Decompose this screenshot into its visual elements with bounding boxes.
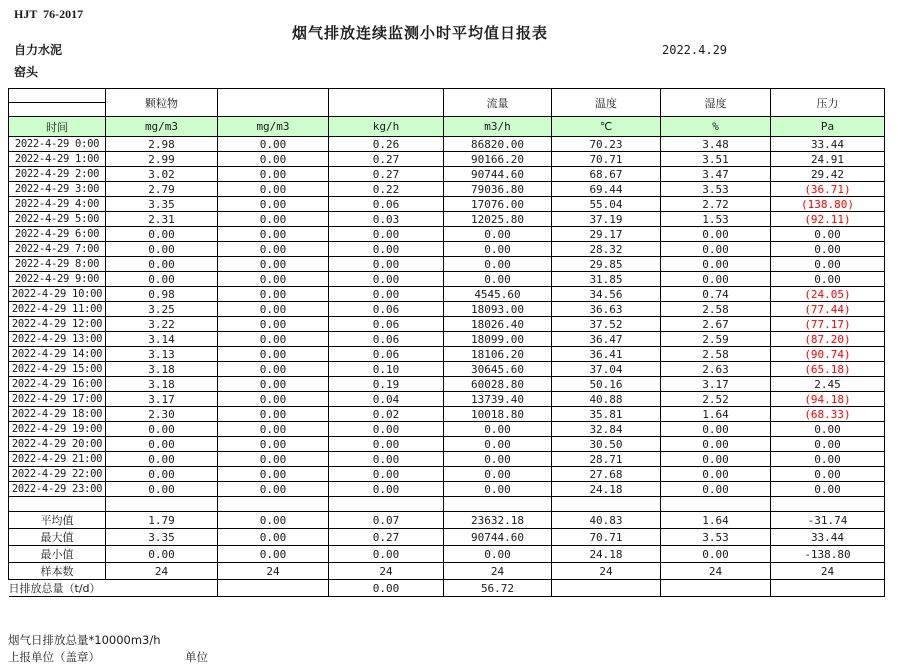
value-cell: 3.17 (661, 377, 771, 392)
value-cell: 3.13 (106, 347, 218, 362)
unit-m3h: m3/h (444, 117, 552, 137)
value-cell: 17076.00 (444, 197, 552, 212)
value-cell: 37.52 (552, 317, 661, 332)
value-cell: 2.59 (661, 332, 771, 347)
table-row (9, 137, 885, 152)
table-row (9, 167, 885, 182)
header-blank-col3 (218, 89, 329, 117)
value-cell: 0.00 (329, 242, 444, 257)
value-cell: 36.41 (552, 347, 661, 362)
value-cell: (90.74) (771, 347, 885, 362)
summary-label: 最大值 (9, 529, 106, 546)
header-blank-col4 (329, 89, 444, 117)
value-cell: 0.00 (218, 452, 329, 467)
value-cell: 0.00 (329, 437, 444, 452)
time-cell: 2022-4-29 7:00 (9, 242, 106, 257)
value-cell: 50.16 (552, 377, 661, 392)
summary-value: 90744.60 (444, 529, 552, 546)
summary-value: 0.00 (661, 546, 771, 563)
value-cell: 2.58 (661, 347, 771, 362)
value-cell: 36.63 (552, 302, 661, 317)
value-cell: 32.84 (552, 422, 661, 437)
value-cell: 4545.60 (444, 287, 552, 302)
table-row (9, 317, 885, 332)
empty-cell (552, 497, 661, 512)
value-cell: 70.71 (552, 152, 661, 167)
daily-total-value (218, 580, 329, 597)
value-cell: (24.05) (771, 287, 885, 302)
value-cell: 0.10 (329, 362, 444, 377)
summary-value: 24 (552, 563, 661, 580)
summary-row (9, 529, 885, 546)
summary-value: -31.74 (771, 512, 885, 529)
value-cell: (138.80) (771, 197, 885, 212)
value-cell: 3.18 (106, 362, 218, 377)
value-cell: 0.26 (329, 137, 444, 152)
value-cell: 0.00 (329, 422, 444, 437)
value-cell: (36.71) (771, 182, 885, 197)
value-cell: 3.18 (106, 377, 218, 392)
value-cell: 0.00 (218, 332, 329, 347)
value-cell: 0.00 (661, 242, 771, 257)
table-row (9, 452, 885, 467)
value-cell: 0.00 (106, 452, 218, 467)
value-cell: 30.50 (552, 437, 661, 452)
summary-label: 平均值 (9, 512, 106, 529)
time-cell: 2022-4-29 18:00 (9, 407, 106, 422)
table-row (9, 347, 885, 362)
value-cell: 0.06 (329, 197, 444, 212)
value-cell: 24.18 (552, 482, 661, 497)
value-cell: 2.31 (106, 212, 218, 227)
value-cell: 0.00 (218, 482, 329, 497)
value-cell: 0.00 (771, 242, 885, 257)
value-cell: 0.00 (444, 227, 552, 242)
empty-cell (106, 497, 218, 512)
time-cell: 2022-4-29 21:00 (9, 452, 106, 467)
unit-mgm3: mg/m3 (218, 117, 329, 137)
value-cell: 0.00 (444, 257, 552, 272)
value-cell: 0.00 (661, 452, 771, 467)
value-cell: 37.04 (552, 362, 661, 377)
table-row (9, 257, 885, 272)
value-cell: (92.11) (771, 212, 885, 227)
summary-value: 0.07 (329, 512, 444, 529)
header-flow: 流量 (444, 89, 552, 117)
value-cell: 29.42 (771, 167, 885, 182)
table-row (9, 392, 885, 407)
value-cell: 0.00 (218, 437, 329, 452)
summary-value: 1.64 (661, 512, 771, 529)
time-cell: 2022-4-29 12:00 (9, 317, 106, 332)
value-cell: 79036.80 (444, 182, 552, 197)
time-cell: 2022-4-29 9:00 (9, 272, 106, 287)
header-humidity: 湿度 (661, 89, 771, 117)
value-cell: 0.00 (218, 302, 329, 317)
value-cell: 0.00 (661, 272, 771, 287)
header-row-units (9, 117, 885, 137)
table-row (9, 272, 885, 287)
value-cell: 0.00 (444, 242, 552, 257)
table-row (9, 422, 885, 437)
summary-value: -138.80 (771, 546, 885, 563)
value-cell: 0.27 (329, 167, 444, 182)
summary-value: 40.83 (552, 512, 661, 529)
table-row (9, 182, 885, 197)
value-cell: 0.06 (329, 317, 444, 332)
value-cell: 0.00 (771, 467, 885, 482)
summary-value: 24 (771, 563, 885, 580)
header-blank-bottom (9, 103, 106, 117)
table-row (9, 437, 885, 452)
summary-row (9, 512, 885, 529)
time-cell: 2022-4-29 19:00 (9, 422, 106, 437)
standard-number: HJT 76-2017 (14, 7, 84, 21)
value-cell: 1.53 (661, 212, 771, 227)
value-cell: 0.00 (329, 227, 444, 242)
summary-value: 24.18 (552, 546, 661, 563)
value-cell: 2.98 (106, 137, 218, 152)
time-cell: 2022-4-29 4:00 (9, 197, 106, 212)
value-cell: (87.20) (771, 332, 885, 347)
time-cell: 2022-4-29 3:00 (9, 182, 106, 197)
value-cell: 0.00 (771, 422, 885, 437)
time-cell: 2022-4-29 2:00 (9, 167, 106, 182)
summary-label: 样本数 (9, 563, 106, 580)
value-cell: 55.04 (552, 197, 661, 212)
table-row (9, 362, 885, 377)
value-cell: 33.44 (771, 137, 885, 152)
value-cell: 0.00 (218, 422, 329, 437)
table-row (9, 227, 885, 242)
value-cell: 0.00 (444, 422, 552, 437)
value-cell: 29.17 (552, 227, 661, 242)
value-cell: 18106.20 (444, 347, 552, 362)
value-cell: 0.02 (329, 407, 444, 422)
value-cell: 60028.80 (444, 377, 552, 392)
value-cell: 0.00 (444, 452, 552, 467)
value-cell: 0.06 (329, 332, 444, 347)
value-cell: 0.00 (661, 467, 771, 482)
empty-cell (771, 497, 885, 512)
value-cell: 0.98 (106, 287, 218, 302)
value-cell: 0.00 (218, 317, 329, 332)
summary-value: 0.00 (444, 546, 552, 563)
value-cell: 18093.00 (444, 302, 552, 317)
summary-row (9, 546, 885, 563)
summary-value: 0.00 (329, 546, 444, 563)
spacer-row (9, 497, 885, 512)
time-cell: 2022-4-29 23:00 (9, 482, 106, 497)
value-cell: 0.00 (218, 197, 329, 212)
value-cell: 13739.40 (444, 392, 552, 407)
footer-total-note: 烟气日排放总量*10000m3/h (8, 633, 161, 647)
daily-total-value (661, 580, 771, 597)
value-cell: 2.45 (771, 377, 885, 392)
value-cell: 0.00 (218, 467, 329, 482)
empty-cell (329, 497, 444, 512)
value-cell: 0.00 (106, 242, 218, 257)
value-cell: 3.35 (106, 197, 218, 212)
value-cell: 0.00 (771, 227, 885, 242)
value-cell: 30645.60 (444, 362, 552, 377)
page-title: 烟气排放连续监测小时平均值日报表 (291, 24, 548, 42)
value-cell: 29.85 (552, 257, 661, 272)
daily-total-value: 0.00 (329, 580, 444, 597)
value-cell: (65.18) (771, 362, 885, 377)
value-cell: 3.48 (661, 137, 771, 152)
value-cell: 35.81 (552, 407, 661, 422)
value-cell: 68.67 (552, 167, 661, 182)
header-pressure: 压力 (771, 89, 885, 117)
value-cell: 0.06 (329, 347, 444, 362)
value-cell: 0.27 (329, 152, 444, 167)
value-cell: 0.00 (218, 242, 329, 257)
time-cell: 2022-4-29 11:00 (9, 302, 106, 317)
summary-value: 0.27 (329, 529, 444, 546)
summary-row (9, 563, 885, 580)
value-cell: 18026.40 (444, 317, 552, 332)
value-cell: 0.00 (218, 392, 329, 407)
time-cell: 2022-4-29 0:00 (9, 137, 106, 152)
value-cell: 0.00 (444, 482, 552, 497)
header-row-groups (9, 89, 885, 103)
table-row (9, 152, 885, 167)
value-cell: 0.00 (329, 452, 444, 467)
value-cell: 0.00 (218, 347, 329, 362)
header-blank-top (9, 89, 106, 103)
summary-value: 0.00 (218, 546, 329, 563)
value-cell: 3.22 (106, 317, 218, 332)
time-cell: 2022-4-29 1:00 (9, 152, 106, 167)
footer-unit-label: 单位 (185, 650, 208, 664)
table-row (9, 197, 885, 212)
report-date: 2022.4.29 (662, 43, 728, 57)
value-cell: 0.00 (771, 272, 885, 287)
empty-cell (9, 497, 106, 512)
value-cell: 34.56 (552, 287, 661, 302)
empty-cell (661, 497, 771, 512)
summary-value: 24 (218, 563, 329, 580)
value-cell: 69.44 (552, 182, 661, 197)
time-cell: 2022-4-29 20:00 (9, 437, 106, 452)
summary-value: 24 (329, 563, 444, 580)
time-cell: 2022-4-29 6:00 (9, 227, 106, 242)
value-cell: 36.47 (552, 332, 661, 347)
value-cell: 18099.00 (444, 332, 552, 347)
value-cell: 0.00 (106, 467, 218, 482)
value-cell: 0.00 (771, 482, 885, 497)
hourly-report-table (8, 88, 885, 597)
value-cell: 0.00 (329, 257, 444, 272)
unit-kgh: kg/h (329, 117, 444, 137)
value-cell: 40.88 (552, 392, 661, 407)
time-cell: 2022-4-29 8:00 (9, 257, 106, 272)
time-cell: 2022-4-29 14:00 (9, 347, 106, 362)
value-cell: 0.00 (661, 437, 771, 452)
value-cell: 0.00 (106, 482, 218, 497)
daily-total-value: 56.72 (444, 580, 552, 597)
value-cell: 0.00 (661, 227, 771, 242)
value-cell: 27.68 (552, 467, 661, 482)
summary-value: 3.53 (661, 529, 771, 546)
table-row (9, 407, 885, 422)
summary-value: 24 (106, 563, 218, 580)
summary-value: 23632.18 (444, 512, 552, 529)
value-cell: 0.00 (218, 212, 329, 227)
table-header (9, 89, 885, 137)
value-cell: 0.00 (218, 182, 329, 197)
value-cell: 0.00 (329, 467, 444, 482)
value-cell: 31.85 (552, 272, 661, 287)
value-cell: (68.33) (771, 407, 885, 422)
summary-value: 24 (444, 563, 552, 580)
value-cell: 0.04 (329, 392, 444, 407)
value-cell: 3.14 (106, 332, 218, 347)
value-cell: 0.22 (329, 182, 444, 197)
summary-value: 0.00 (106, 546, 218, 563)
value-cell: 0.00 (661, 257, 771, 272)
unit-particulate-mgm3: mg/m3 (106, 117, 218, 137)
value-cell: 0.00 (218, 407, 329, 422)
value-cell: 0.00 (218, 257, 329, 272)
table-body (9, 137, 885, 597)
header-temperature: 温度 (552, 89, 661, 117)
value-cell: 0.00 (218, 362, 329, 377)
value-cell: 2.52 (661, 392, 771, 407)
summary-value: 33.44 (771, 529, 885, 546)
table-row (9, 482, 885, 497)
value-cell: 12025.80 (444, 212, 552, 227)
value-cell: 0.00 (218, 137, 329, 152)
value-cell: 3.17 (106, 392, 218, 407)
time-cell: 2022-4-29 22:00 (9, 467, 106, 482)
value-cell: 90166.20 (444, 152, 552, 167)
value-cell: 0.00 (329, 272, 444, 287)
value-cell: 2.67 (661, 317, 771, 332)
value-cell: 0.03 (329, 212, 444, 227)
time-cell: 2022-4-29 16:00 (9, 377, 106, 392)
value-cell: 86820.00 (444, 137, 552, 152)
company-name: 自力水泥 (14, 43, 63, 57)
unit-percent: % (661, 117, 771, 137)
value-cell: 24.91 (771, 152, 885, 167)
value-cell: 0.00 (444, 467, 552, 482)
footer-reporting-unit: 上报单位（盖章） (8, 650, 100, 664)
value-cell: 0.00 (661, 422, 771, 437)
summary-value: 1.79 (106, 512, 218, 529)
summary-value: 0.00 (218, 529, 329, 546)
summary-value: 24 (661, 563, 771, 580)
value-cell: 2.63 (661, 362, 771, 377)
value-cell: 90744.60 (444, 167, 552, 182)
header-time: 时间 (9, 117, 106, 137)
value-cell: 0.00 (218, 227, 329, 242)
value-cell: 1.64 (661, 407, 771, 422)
time-cell: 2022-4-29 17:00 (9, 392, 106, 407)
value-cell: 2.30 (106, 407, 218, 422)
unit-pa: Pa (771, 117, 885, 137)
table-row (9, 332, 885, 347)
empty-cell (218, 497, 329, 512)
value-cell: (94.18) (771, 392, 885, 407)
value-cell: 3.02 (106, 167, 218, 182)
summary-label: 最小值 (9, 546, 106, 563)
value-cell: (77.17) (771, 317, 885, 332)
value-cell: 0.00 (106, 422, 218, 437)
table-row (9, 242, 885, 257)
value-cell: 0.19 (329, 377, 444, 392)
value-cell: 0.00 (444, 272, 552, 287)
table-row (9, 212, 885, 227)
value-cell: 3.47 (661, 167, 771, 182)
header-particulate: 颗粒物 (106, 89, 218, 117)
value-cell: 28.32 (552, 242, 661, 257)
value-cell: 0.00 (218, 287, 329, 302)
table-row (9, 377, 885, 392)
time-cell: 2022-4-29 15:00 (9, 362, 106, 377)
value-cell: 0.00 (771, 437, 885, 452)
value-cell: 0.00 (106, 272, 218, 287)
value-cell: 0.00 (106, 437, 218, 452)
daily-total-value (552, 580, 661, 597)
value-cell: 0.00 (329, 287, 444, 302)
time-cell: 2022-4-29 10:00 (9, 287, 106, 302)
value-cell: 2.79 (106, 182, 218, 197)
empty-cell (444, 497, 552, 512)
value-cell: 2.72 (661, 197, 771, 212)
value-cell: 0.00 (218, 272, 329, 287)
value-cell: 37.19 (552, 212, 661, 227)
value-cell: 0.00 (106, 257, 218, 272)
value-cell: 0.00 (218, 152, 329, 167)
table-row (9, 302, 885, 317)
daily-total-label: 日排放总量（t/d） (9, 580, 218, 597)
value-cell: 70.23 (552, 137, 661, 152)
value-cell: (77.44) (771, 302, 885, 317)
value-cell: 2.58 (661, 302, 771, 317)
value-cell: 0.00 (106, 227, 218, 242)
value-cell: 0.00 (218, 377, 329, 392)
value-cell: 0.00 (218, 167, 329, 182)
daily-total-row (9, 580, 885, 597)
value-cell: 0.74 (661, 287, 771, 302)
table-row (9, 467, 885, 482)
time-cell: 2022-4-29 13:00 (9, 332, 106, 347)
value-cell: 3.53 (661, 182, 771, 197)
value-cell: 0.00 (661, 482, 771, 497)
value-cell: 28.71 (552, 452, 661, 467)
value-cell: 0.00 (771, 452, 885, 467)
table-row (9, 287, 885, 302)
summary-value: 0.00 (218, 512, 329, 529)
value-cell: 3.51 (661, 152, 771, 167)
unit-celsius: ℃ (552, 117, 661, 137)
value-cell: 0.06 (329, 302, 444, 317)
value-cell: 10018.80 (444, 407, 552, 422)
summary-value: 3.35 (106, 529, 218, 546)
monitoring-point-name: 窑头 (14, 65, 39, 79)
value-cell: 0.00 (771, 257, 885, 272)
daily-total-value (771, 580, 885, 597)
time-cell: 2022-4-29 5:00 (9, 212, 106, 227)
value-cell: 0.00 (444, 437, 552, 452)
summary-value: 70.71 (552, 529, 661, 546)
value-cell: 2.99 (106, 152, 218, 167)
value-cell: 0.00 (329, 482, 444, 497)
value-cell: 3.25 (106, 302, 218, 317)
